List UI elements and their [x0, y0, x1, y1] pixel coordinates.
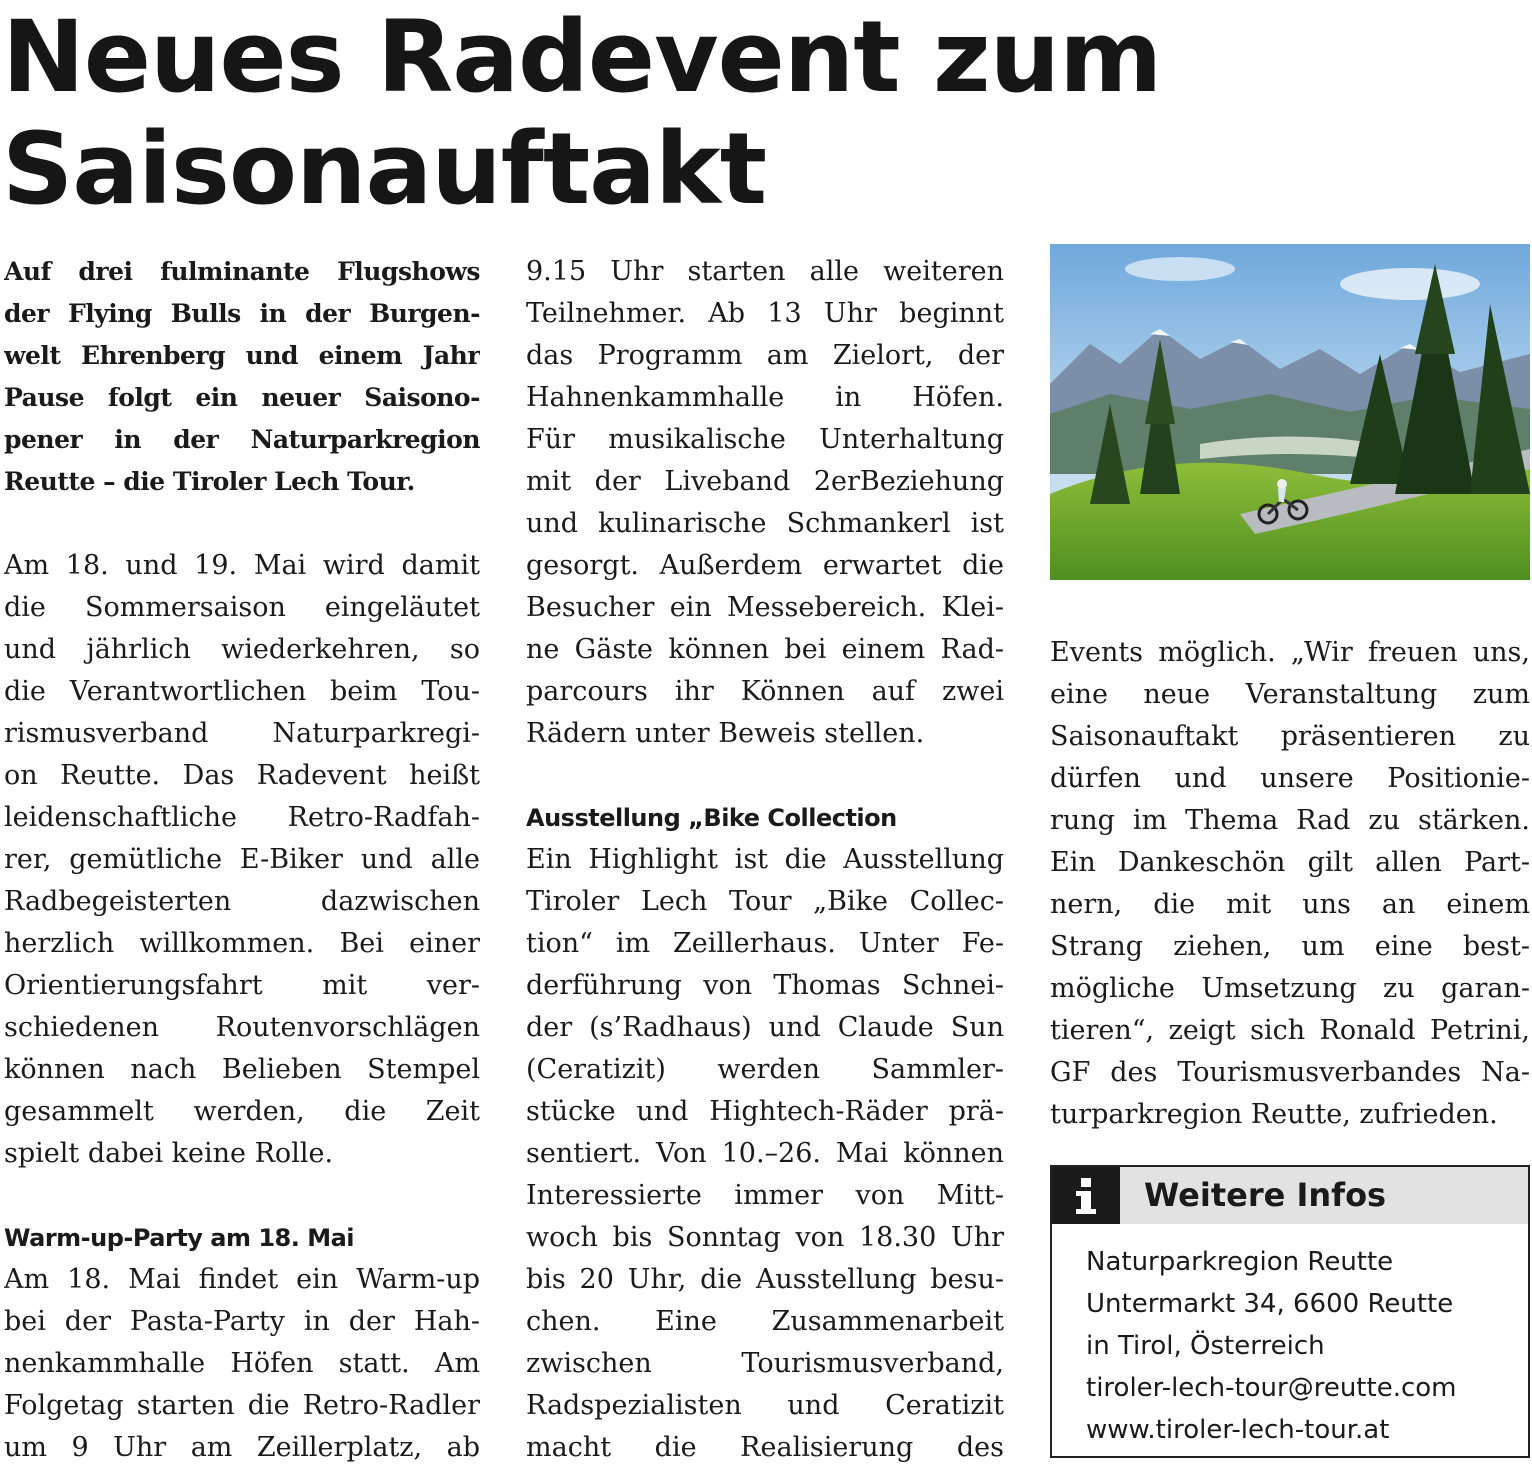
info-box-body	[1086, 1241, 1457, 1451]
subheading: Ausstellung „Bike Collection	[526, 804, 897, 832]
info-glyph	[1071, 1176, 1101, 1216]
text-line: eine neue Veranstaltung zum	[1050, 679, 1530, 710]
text-line: 9.15 Uhr starten alle weiteren	[526, 256, 1004, 287]
body-paragraph	[4, 545, 480, 1175]
text-line: bei der Pasta-Party in der Hah-	[4, 1306, 480, 1337]
article-photo	[1050, 244, 1530, 580]
info-box	[1050, 1165, 1530, 1458]
text-line: Hahnenkammhalle in Höfen.	[526, 382, 1004, 413]
text-line: das Programm am Zielort, der	[526, 340, 1004, 371]
text-line: Strang ziehen, um eine best-	[1050, 931, 1530, 962]
text-line: Für musikalische Unterhaltung	[526, 424, 1004, 455]
text-line: leidenschaftliche Retro-Radfah-	[4, 802, 480, 833]
text-line: Am 18. und 19. Mai wird damit	[4, 550, 480, 581]
headline-line-1: Neues Radevent zum	[2, 0, 1162, 115]
text-line: rung im Thema Rad zu stärken.	[1050, 805, 1530, 836]
text-line: dürfen und unsere Positionie-	[1050, 763, 1530, 794]
text-line: Ein Highlight ist die Ausstellung	[526, 844, 1004, 875]
text-line: (Ceratizit) werden Sammler-	[526, 1054, 1004, 1085]
text-line: Tiroler Lech Tour „Bike Collec-	[526, 886, 1004, 917]
text-line: tieren“, zeigt sich Ronald Petrini,	[1050, 1015, 1530, 1046]
info-icon	[1052, 1167, 1120, 1224]
text-line: Folgetag starten die Retro-Radler	[4, 1390, 480, 1421]
text-line: woch bis Sonntag von 18.30 Uhr	[526, 1222, 1004, 1253]
section-block	[526, 797, 1004, 1469]
headline-line-2: Saisonauftakt	[2, 112, 767, 227]
info-box-title: Weitere Infos	[1144, 1176, 1387, 1214]
info-email: tiroler-lech-tour@reutte.com	[1086, 1373, 1457, 1403]
text-line: spielt dabei keine Rolle.	[4, 1138, 334, 1169]
text-line: mögliche Umsetzung zu garan-	[1050, 973, 1530, 1004]
text-line: der (s’Radhaus) und Claude Sun	[526, 1012, 1004, 1043]
text-line: parcours ihr Können auf zwei	[526, 676, 1004, 707]
text-line: und jährlich wiederkehren, so	[4, 634, 480, 665]
text-line: und kulinarische Schmankerl ist	[526, 508, 1004, 539]
headline	[2, 2, 1161, 226]
info-address: Untermarkt 34, 6600 Reutte	[1086, 1289, 1454, 1319]
mountain-bike-landscape-image	[1050, 244, 1530, 580]
text-line: turparkregion Reutte, zufrieden.	[1050, 1099, 1498, 1130]
text-line: Am 18. Mai findet ein Warm-up	[4, 1264, 480, 1295]
text-line: Radspezialisten und Ceratizit	[526, 1390, 1004, 1421]
text-line: Orientierungsfahrt mit ver-	[4, 970, 480, 1001]
text-line: der Flying Bulls in der Burgen-	[4, 299, 480, 328]
text-line: herzlich willkommen. Bei einer	[4, 928, 480, 959]
text-line: um 9 Uhr am Zeillerplatz, ab	[4, 1432, 480, 1463]
text-line: Rädern unter Beweis stellen.	[526, 718, 925, 749]
text-line: Auf drei fulminante Flugshows	[4, 257, 480, 286]
text-line: Pause folgt ein neuer Saisono-	[4, 383, 480, 412]
article-column-3	[1050, 632, 1530, 1136]
text-line: die Sommersaison eingeläutet	[4, 592, 480, 623]
text-line: GF des Tourismusverbandes Na-	[1050, 1057, 1530, 1088]
text-line: tion“ im Zeillerhaus. Unter Fe-	[526, 928, 1004, 959]
section-block	[4, 1217, 480, 1469]
lead-paragraph	[4, 251, 480, 503]
info-box-header	[1052, 1167, 1528, 1224]
text-line: Besucher ein Messebereich. Klei-	[526, 592, 1004, 623]
body-paragraph	[1050, 632, 1530, 1136]
text-line: nenkammhalle Höfen statt. Am	[4, 1348, 480, 1379]
text-line: Interessierte immer von Mitt-	[526, 1180, 1004, 1211]
text-line: Saisonauftakt präsentieren zu	[1050, 721, 1530, 752]
text-line: Ein Dankeschön gilt allen Part-	[1050, 847, 1530, 878]
text-line: Reutte – die Tiroler Lech Tour.	[4, 467, 415, 496]
text-line: on Reutte. Das Radevent heißt	[4, 760, 480, 791]
article-column-2	[526, 251, 1004, 1469]
text-line: chen. Eine Zusammenarbeit	[526, 1306, 1004, 1337]
text-line: sentiert. Von 10.–26. Mai können	[526, 1138, 1004, 1169]
article-column-1	[4, 251, 480, 1469]
text-line: stücke und Hightech-Räder prä-	[526, 1096, 1004, 1127]
text-line: die Verantwortlichen beim Tou-	[4, 676, 480, 707]
text-line: schiedenen Routenvorschlägen	[4, 1012, 480, 1043]
info-website: www.tiroler-lech-tour.at	[1086, 1415, 1390, 1445]
text-line: bis 20 Uhr, die Ausstellung besu-	[526, 1264, 1004, 1295]
text-line: welt Ehrenberg und einem Jahr	[4, 341, 480, 370]
text-line: pener in der Naturparkregion	[4, 425, 480, 454]
text-line: nern, die mit uns an einem	[1050, 889, 1530, 920]
text-line: können nach Belieben Stempel	[4, 1054, 480, 1085]
text-line: rismusverband Naturparkregi-	[4, 718, 480, 749]
text-line: zwischen Tourismusverband,	[526, 1348, 1004, 1379]
text-line: Teilnehmer. Ab 13 Uhr beginnt	[526, 298, 1004, 329]
text-line: ne Gäste können bei einem Rad-	[526, 634, 1004, 665]
text-line: Events möglich. „Wir freuen uns,	[1050, 637, 1530, 668]
info-organization: Naturparkregion Reutte	[1086, 1247, 1394, 1277]
text-line: gesorgt. Außerdem erwartet die	[526, 550, 1004, 581]
body-paragraph	[526, 251, 1004, 755]
text-line: mit der Liveband 2erBeziehung	[526, 466, 1004, 497]
text-line: gesammelt werden, die Zeit	[4, 1096, 480, 1127]
text-line: rer, gemütliche E-Biker und alle	[4, 844, 480, 875]
text-line: Radbegeisterten dazwischen	[4, 886, 480, 917]
text-line: macht die Realisierung des	[526, 1432, 1004, 1463]
info-region: in Tirol, Österreich	[1086, 1331, 1325, 1361]
text-line: derführung von Thomas Schnei-	[526, 970, 1004, 1001]
subheading: Warm-up-Party am 18. Mai	[4, 1224, 355, 1252]
